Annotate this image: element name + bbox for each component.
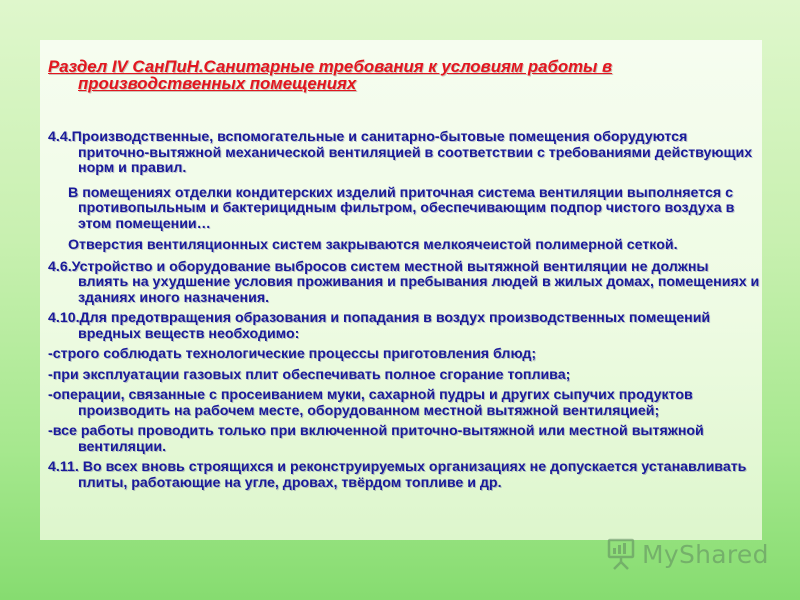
paragraph-confectionery-ventilation: В помещениях отделки кондитерских изделий приточная система вентиляции выполняется с противопыльным и бактерицидным фильтром, обеспечивающим подпор чистого воздуха в этом помещении… — [68, 184, 735, 232]
slide-title: Раздел IV СанПиН.Санитарные требования к условиям работы в производственных помещениях — [48, 57, 613, 93]
paragraph-vent-openings: Отверстия вентиляционных систем закрываются мелкоячеистой полимерной сеткой. — [68, 237, 678, 253]
slide-content — [48, 58, 760, 496]
list-item-technology: -строго соблюдать технологические процессы приготовления блюд; — [48, 346, 537, 362]
paragraph-4-6: 4.6.Устройство и оборудование выбросов систем местной вытяжной вентиляции не должны влиять на ухудшение условия проживания и пребывания людей в жилых домах, помещениях и зданиях иного назначения. — [48, 258, 760, 306]
myshared-watermark — [606, 536, 771, 572]
paragraph-4-11: 4.11. Во всех вновь строящихся и реконструируемых организациях не допускается устанавливать плиты, работающие на угле, дровах, твёрдом топливе и др. — [48, 459, 747, 491]
list-item-gas-stoves: -при эксплуатации газовых плит обеспечивать полное сгорание топлива; — [48, 366, 571, 383]
paragraph-4-4: 4.4.Производственные, вспомогательные и санитарно-бытовые помещения оборудуются приточно-вытяжной механической вентиляцией в соответствии с требованиями действующих норм и правил. — [48, 129, 753, 176]
list-item-sifting: -операции, связанные с просеиванием муки, сахарной пудры и других сыпучих продуктов производить на рабочем месте, оборудованном местной вытяжной вентиляцией; — [48, 387, 693, 419]
paragraph-4-10: 4.10.Для предотвращения образования и попадания в воздух производственных помещений вредных веществ необходимо: — [48, 310, 711, 342]
presentation-screen-icon — [606, 538, 636, 570]
list-item-ventilation-on: -все работы проводить только при включенной приточно-вытяжной или местной вытяжной вентиляции. — [48, 423, 704, 455]
watermark-text: MyShared — [642, 539, 769, 569]
